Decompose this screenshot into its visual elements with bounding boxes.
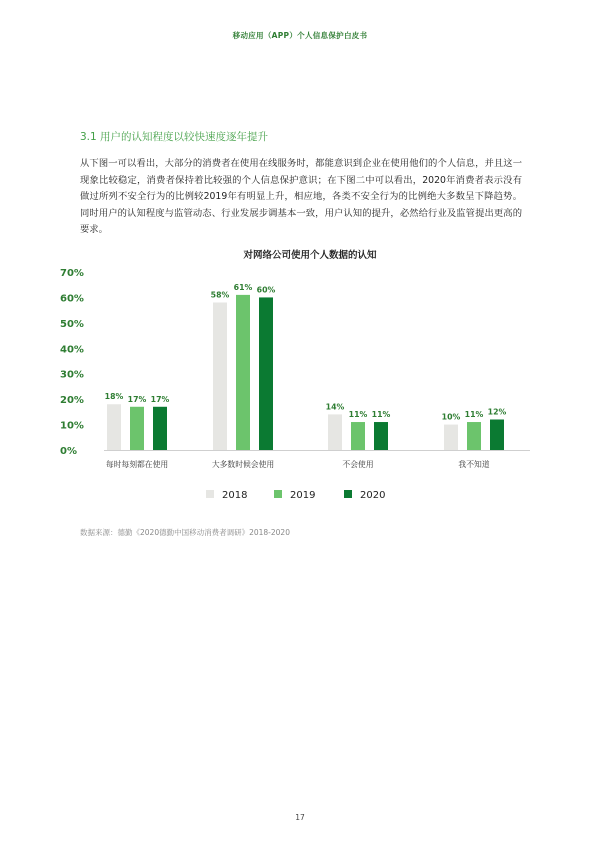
- data-label: 14%: [325, 402, 345, 412]
- data-label: 12%: [487, 407, 507, 417]
- bar-2020: [374, 422, 388, 450]
- bar-2018: [213, 303, 227, 450]
- source-note: 数据来源：德勤《2020德勤中国移动消费者调研》2018-2020: [80, 528, 290, 537]
- x-axis-labels: [106, 459, 490, 469]
- category-label: 大多数时候会使用: [211, 460, 275, 469]
- y-tick-label: 70%: [60, 268, 84, 279]
- y-tick-label: 20%: [60, 395, 84, 407]
- data-label: 11%: [371, 410, 391, 420]
- category-label: 不会使用: [342, 460, 374, 469]
- bar-chart: [60, 240, 540, 515]
- bar-2020: [259, 297, 273, 450]
- bar-2019: [467, 422, 481, 450]
- bar-2019: [236, 295, 250, 450]
- document-header-title: 移动应用（APP）个人信息保护白皮书: [232, 31, 368, 40]
- y-tick-label: 40%: [60, 344, 84, 356]
- legend-swatch-2020: [344, 490, 352, 498]
- y-tick-label: 30%: [60, 369, 84, 381]
- chart-legend: [206, 490, 385, 501]
- bar-2019: [130, 407, 144, 450]
- legend-swatch-2018: [206, 490, 214, 498]
- data-label: 17%: [127, 394, 147, 404]
- y-tick-label: 60%: [60, 293, 84, 305]
- data-label: 17%: [150, 394, 170, 404]
- bar-2018: [107, 404, 121, 450]
- data-label: 60%: [256, 285, 276, 295]
- body-paragraph: 从下图一可以看出，大部分的消费者在使用在线服务时，都能意识到企业在使用他们的个人信息，并且这一现象比较稳定，消费者保持着比较强的个人信息保护意识；在下图二中可以看出，2020年消费者表示没有做过所列不安全行为的比例较2019年有明显上升，相应地，各类不安全行为的比例绝大多数呈下降趋势。同时用户的认知程度与监管动态、行业发展步调基本一致，用户认知的提升，必然给行业及监管提出更高的要求。: [80, 158, 522, 235]
- data-label: 61%: [233, 282, 253, 292]
- legend-label: 2018: [222, 490, 248, 501]
- bars-group: [105, 283, 507, 450]
- category-label: 每时每刻都在使用: [105, 460, 169, 469]
- y-tick-label: 0%: [60, 446, 77, 457]
- data-label: 18%: [104, 392, 124, 402]
- y-tick-label: 10%: [60, 420, 84, 432]
- data-label: 58%: [210, 290, 230, 300]
- section-heading: 3.1 用户的认知程度以较快速度逐年提升: [80, 131, 269, 143]
- legend-label: 2019: [290, 490, 316, 501]
- bar-2018: [328, 414, 342, 450]
- page-number: 17: [295, 813, 305, 822]
- data-label: 11%: [464, 410, 484, 420]
- data-label: 10%: [441, 412, 461, 422]
- data-label: 11%: [348, 410, 368, 420]
- legend-label: 2020: [360, 490, 386, 501]
- y-tick-label: 50%: [60, 318, 84, 330]
- bar-2018: [444, 425, 458, 450]
- bar-2019: [351, 422, 365, 450]
- chart-title: 对网络公司使用个人数据的认知: [243, 250, 377, 261]
- bar-2020: [153, 407, 167, 450]
- category-label: 我不知道: [458, 460, 490, 469]
- y-axis: [60, 268, 84, 457]
- bar-2020: [490, 419, 504, 450]
- legend-swatch-2019: [274, 490, 282, 498]
